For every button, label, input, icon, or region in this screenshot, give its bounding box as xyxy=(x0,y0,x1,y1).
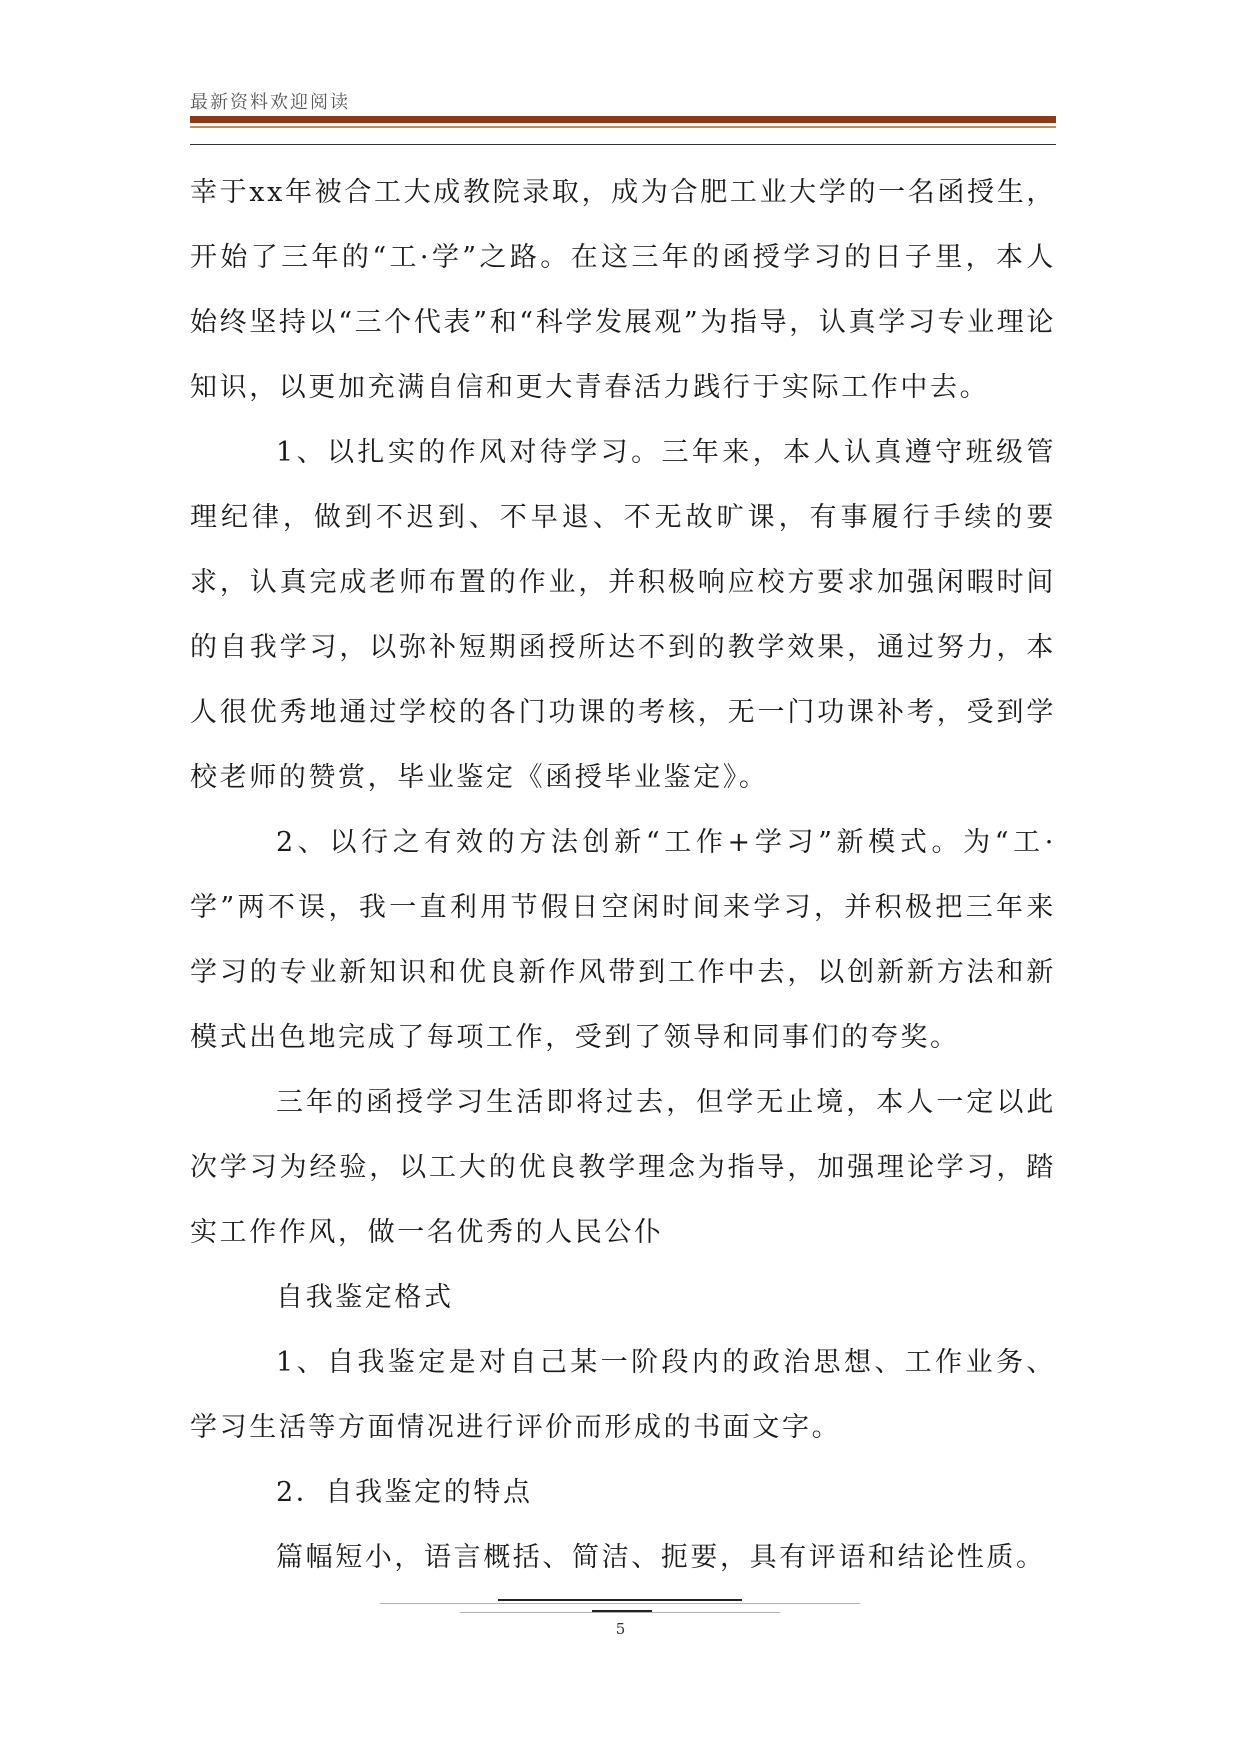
paragraph: 2、以行之有效的方法创新“工作+学习”新模式。为“工·学”两不误，我一直利用节假日空闲时间来学习，并积极把三年来学习的专业新知识和优良新作风带到工作中去，以创新新方法和新模式出色地完成了每项工作，受到了领导和同事们的夸奖。 xyxy=(190,827,1056,1053)
paragraph: 幸于xx年被合工大成教院录取，成为合肥工业大学的一名函授生，开始了三年的“工·学”之路。在这三年的函授学习的日子里，本人始终坚持以“三个代表”和“科学发展观”为指导，认真学习专业理论知识，以更加充满自信和更大青春活力践行于实际工作中去。 xyxy=(190,177,1056,403)
footer-rule xyxy=(460,1612,780,1613)
document-body xyxy=(190,160,1056,1590)
page-header-text: 最新资料欢迎阅读 xyxy=(190,92,350,113)
paragraph: 1、自我鉴定是对自己某一阶段内的政治思想、工作业务、学习生活等方面情况进行评价而形成的书面文字。 xyxy=(190,1347,1056,1443)
header-rule-thick xyxy=(190,116,1056,123)
paragraph: 1、以扎实的作风对待学习。三年来，本人认真遵守班级管理纪律，做到不迟到、不早退、不无故旷课，有事履行手续的要求，认真完成老师布置的作业，并积极响应校方要求加强闲暇时间的自我学习，以弥补短期函授所达不到的教学效果，通过努力，本人很优秀地通过学校的各门功课的考核，无一门功课补考，受到学校老师的赞赏，毕业鉴定《函授毕业鉴定》。 xyxy=(190,437,1056,793)
footer-rule xyxy=(592,1610,652,1612)
page-number: 5 xyxy=(615,1620,626,1638)
header-rule-thin xyxy=(190,126,1056,128)
footer-rule xyxy=(380,1603,860,1604)
header-rule-bottom xyxy=(190,144,1056,145)
paragraph: 篇幅短小，语言概括、简洁、扼要，具有评语和结论性质。 xyxy=(276,1542,1046,1573)
paragraph: 三年的函授学习生活即将过去，但学无止境，本人一定以此次学习为经验，以工大的优良教学理念为指导，加强理论学习，踏实工作作风，做一名优秀的人民公仆 xyxy=(190,1087,1056,1248)
footer-rule xyxy=(498,1599,742,1601)
subsection-heading: 2．自我鉴定的特点 xyxy=(276,1477,533,1508)
section-heading: 自我鉴定格式 xyxy=(276,1282,454,1313)
